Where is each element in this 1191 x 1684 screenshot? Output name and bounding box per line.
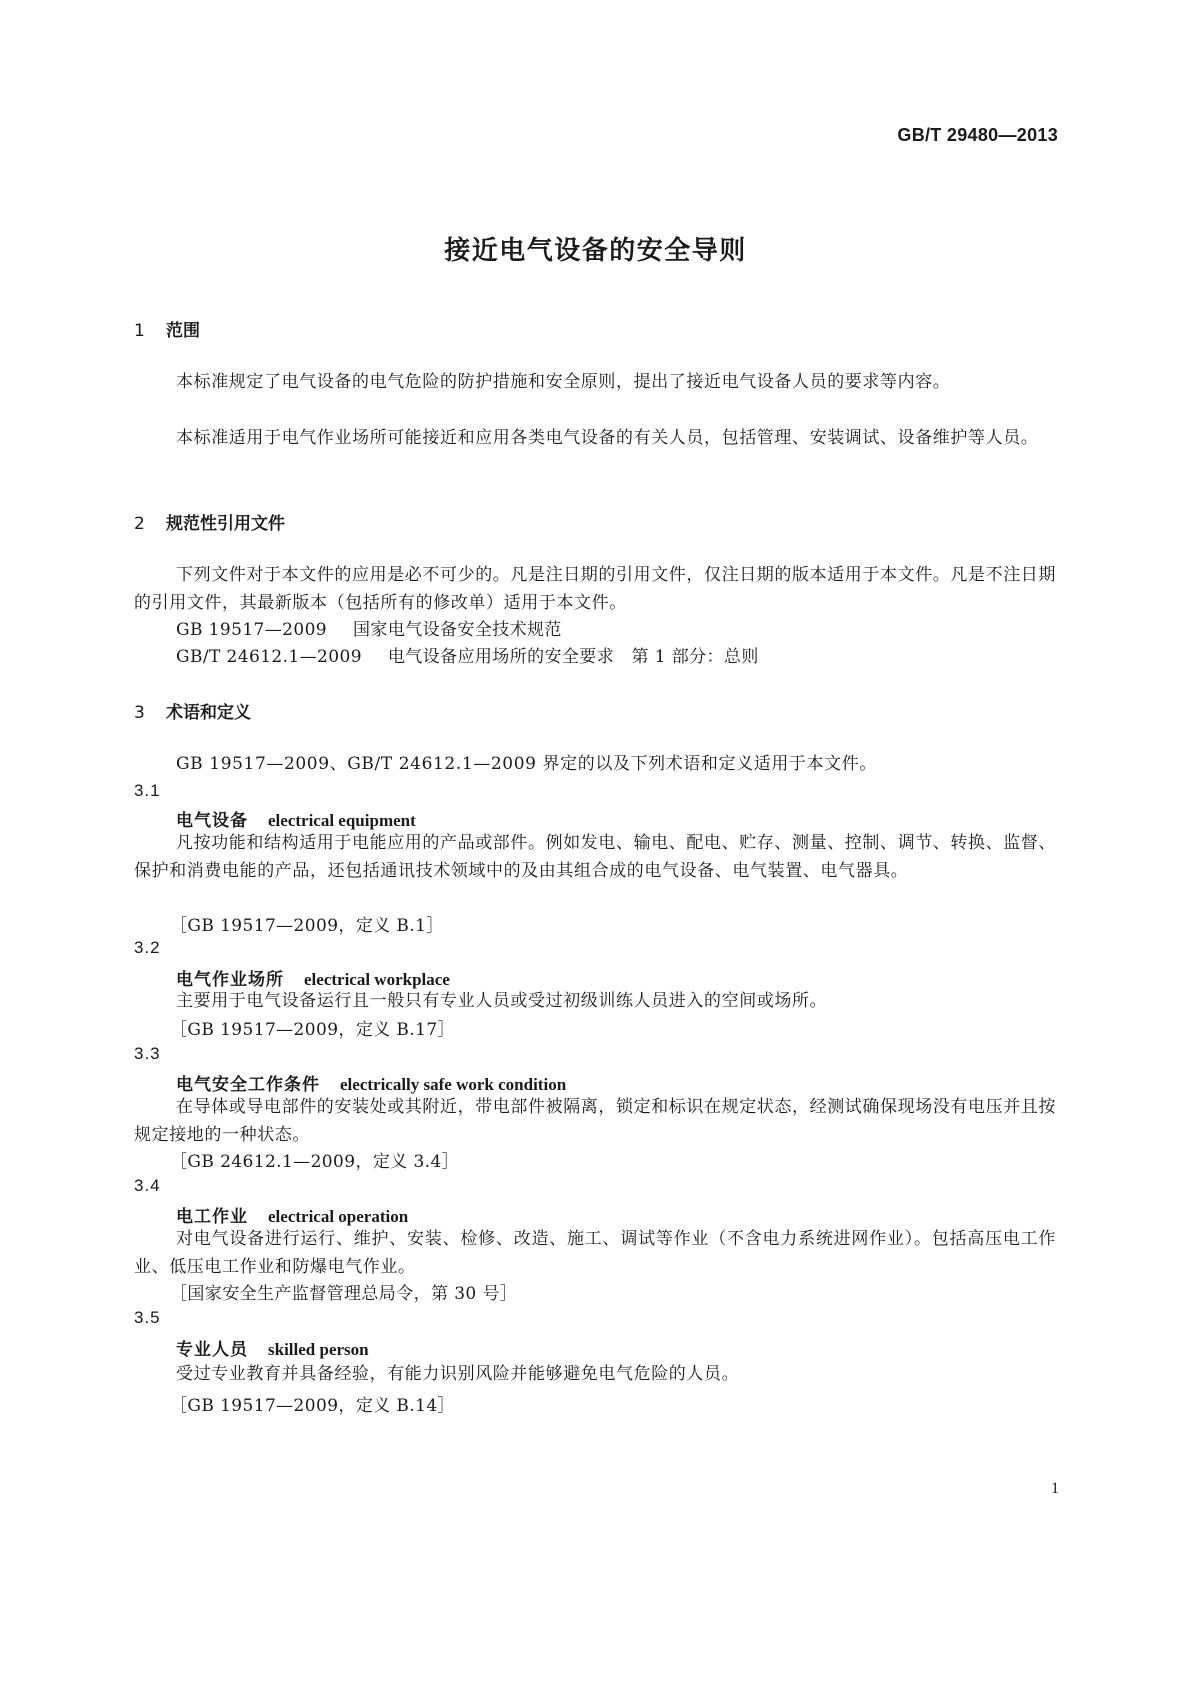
- term-definition: 主要用于电气设备运行且一般只有专业人员或受过初级训练人员进入的空间或场所。: [176, 991, 828, 1011]
- section-title: 范围: [166, 321, 200, 341]
- term-name-en: electrically safe work condition: [340, 1075, 567, 1094]
- section-number: 1: [134, 321, 145, 341]
- section-title: 术语和定义: [166, 703, 251, 723]
- standard-number: GB/T 29480—2013: [897, 125, 1058, 145]
- term-name: [176, 1070, 566, 1095]
- document-title: 接近电气设备的安全导则: [444, 236, 747, 266]
- term-definition: 受过专业教育并具备经验，有能力识别风险并能够避免电气危险的人员。: [176, 1364, 740, 1384]
- term-number: 3.4: [134, 1176, 161, 1195]
- reference-title: 电气设备应用场所的安全要求 第 1 部分：总则: [387, 647, 759, 667]
- scope-paragraph-1: 本标准规定了电气设备的电气危险的防护措施和安全原则，提出了接近电气设备人员的要求等内容。: [176, 372, 951, 392]
- reference-code: GB/T 24612.1—2009: [176, 647, 362, 667]
- terms-intro-paragraph: GB 19517—2009、GB/T 24612.1—2009 界定的以及下列术语和定义适用于本文件。: [176, 754, 877, 774]
- term-name: [176, 806, 416, 831]
- term-name-zh: 电气作业场所: [176, 970, 284, 990]
- term-name: [176, 1202, 408, 1227]
- section-number: 2: [134, 514, 145, 534]
- reference-item: [176, 642, 759, 667]
- term-number: 3.1: [134, 781, 161, 800]
- section-heading-scope: [134, 316, 200, 341]
- term-number: 3.3: [134, 1044, 161, 1063]
- term-definition: 对电气设备进行运行、维护、安装、检修、改造、施工、调试等作业（不含电力系统进网作业）。包括高压电工作业、低压电工作业和防爆电气作业。: [134, 1229, 1056, 1277]
- references-paragraph: 下列文件对于本文件的应用是必不可少的。凡是注日期的引用文件，仅注日期的版本适用于本文件。凡是不注日期的引用文件，其最新版本（包括所有的修改单）适用于本文件。: [134, 565, 1056, 613]
- term-definition: 在导体或导电部件的安装处或其附近，带电部件被隔离，锁定和标识在规定状态，经测试确保现场没有电压并且按规定接地的一种状态。: [134, 1097, 1056, 1145]
- term-name-zh: 电气设备: [176, 811, 248, 831]
- term-name-zh: 电工作业: [176, 1207, 248, 1227]
- section-heading-terms-definitions: [134, 698, 251, 723]
- term-name-en: skilled person: [268, 1340, 369, 1359]
- term-source: ［GB 19517—2009，定义 B.14］: [170, 1396, 455, 1416]
- term-name-zh: 专业人员: [176, 1340, 248, 1360]
- term-source: ［GB 24612.1—2009，定义 3.4］: [170, 1152, 460, 1172]
- section-heading-normative-references: [134, 509, 285, 534]
- term-name-zh: 电气安全工作条件: [176, 1075, 320, 1095]
- term-source: ［GB 19517—2009，定义 B.1］: [170, 916, 444, 936]
- term-source: ［国家安全生产监督管理总局令，第 30 号］: [170, 1284, 518, 1304]
- reference-item: [176, 615, 562, 640]
- page-number: 1: [1051, 1480, 1059, 1497]
- term-number: 3.5: [134, 1308, 161, 1327]
- reference-code: GB 19517—2009: [176, 620, 328, 640]
- term-definition: 凡按功能和结构适用于电能应用的产品或部件。例如发电、输电、配电、贮存、测量、控制、调节、转换、监督、保护和消费电能的产品，还包括通讯技术领域中的及由其组合成的电气设备、电气装置、电气器具。: [134, 833, 1056, 881]
- section-number: 3: [134, 703, 145, 723]
- term-name-en: electrical equipment: [268, 811, 416, 830]
- term-name-en: electrical workplace: [304, 970, 450, 989]
- scope-paragraph-2: 本标准适用于电气作业场所可能接近和应用各类电气设备的有关人员，包括管理、安装调试、设备维护等人员。: [176, 428, 1039, 448]
- term-number: 3.2: [134, 938, 161, 957]
- section-title: 规范性引用文件: [166, 514, 285, 534]
- term-source: ［GB 19517—2009，定义 B.17］: [170, 1020, 455, 1040]
- term-name: [176, 1335, 369, 1360]
- term-name-en: electrical operation: [268, 1207, 409, 1226]
- reference-title: 国家电气设备安全技术规范: [353, 620, 562, 640]
